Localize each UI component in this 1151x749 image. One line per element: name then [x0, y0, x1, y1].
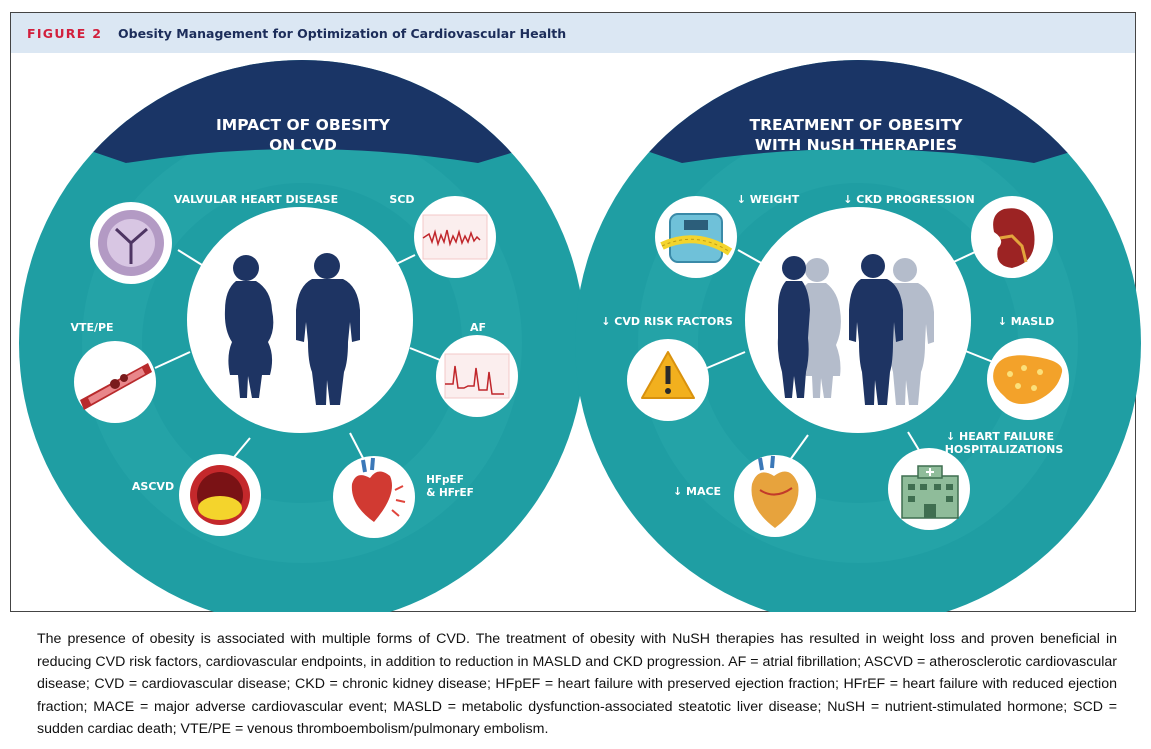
- kidney-icon: [971, 196, 1053, 278]
- right-title-line2: WITH NuSH THERAPIES: [754, 136, 958, 154]
- left-panel-impact: [0, 30, 620, 612]
- label-cvd-risk: ↓ CVD RISK FACTORS: [601, 315, 733, 328]
- ascvd-artery-icon: [179, 454, 261, 536]
- woman-head: [233, 255, 259, 281]
- label-vte: VTE/PE: [70, 321, 114, 334]
- mace-heart-icon: [734, 455, 816, 537]
- man-head: [314, 253, 340, 279]
- label-hf-hosp-line2: HOSPITALIZATIONS: [944, 443, 1064, 456]
- af-ecg-icon: [436, 335, 518, 417]
- label-ckd: ↓ CKD PROGRESSION: [843, 193, 975, 206]
- scale-weight-icon: [655, 196, 737, 278]
- label-weight: ↓ WEIGHT: [736, 193, 800, 206]
- liver-icon: [987, 338, 1069, 420]
- heart-failure-icon: [333, 456, 415, 538]
- right-panel-treatment: [556, 30, 1151, 612]
- scd-ecg-icon: [414, 196, 496, 278]
- label-af: AF: [469, 321, 487, 334]
- left-title-line1: IMPACT OF OBESITY: [216, 116, 390, 134]
- figure-caption: The presence of obesity is associated with multiple forms of CVD. The treatment of obesity with NuSH therapies has resulted in weight loss and proven beneficial in reducing CVD risk factors, cardiovascular endpoints, in addition to reduction in MASLD and CKD progression. AF = atrial fibrillation; ASCVD = atherosclerotic cardiovascular disease; CVD = cardiovascular disease; CKD = chronic kidney disease; HFpEF = heart failure with preserved ejection fraction; HFrEF = heart failure with reduced ejection fraction; MACE = major adverse cardiovascular event; MASLD = metabolic dysfunction-associated steatotic liver disease; NuSH = nutrient-stimulated hormone; SCD = sudden cardiac death; VTE/PE = venous thromboembolism/pulmonary embolism.: [37, 631, 1117, 738]
- right-title-line1: TREATMENT OF OBESITY: [749, 116, 963, 134]
- warning-icon: [627, 339, 709, 421]
- label-mace: ↓ MACE: [672, 485, 722, 498]
- vte-pe-vessel-icon: [74, 341, 156, 423]
- left-title-line2: ON CVD: [269, 136, 337, 154]
- figure-label: FIGURE 2: [27, 26, 103, 41]
- label-valvular: VALVULAR HEART DISEASE: [173, 193, 339, 206]
- label-scd: SCD: [389, 193, 415, 206]
- hospital-icon: [888, 448, 970, 530]
- valvular-heart-disease-icon: [90, 202, 172, 284]
- figure-title: Obesity Management for Optimization of Cardiovascular Health: [118, 26, 567, 41]
- label-hf-line1: HFpEF: [426, 474, 464, 486]
- label-hf-hosp-line1: ↓ HEART FAILURE: [946, 430, 1054, 443]
- label-hf-line2: & HFrEF: [426, 487, 474, 499]
- label-masld: ↓ MASLD: [997, 315, 1055, 328]
- label-ascvd: ASCVD: [131, 480, 175, 493]
